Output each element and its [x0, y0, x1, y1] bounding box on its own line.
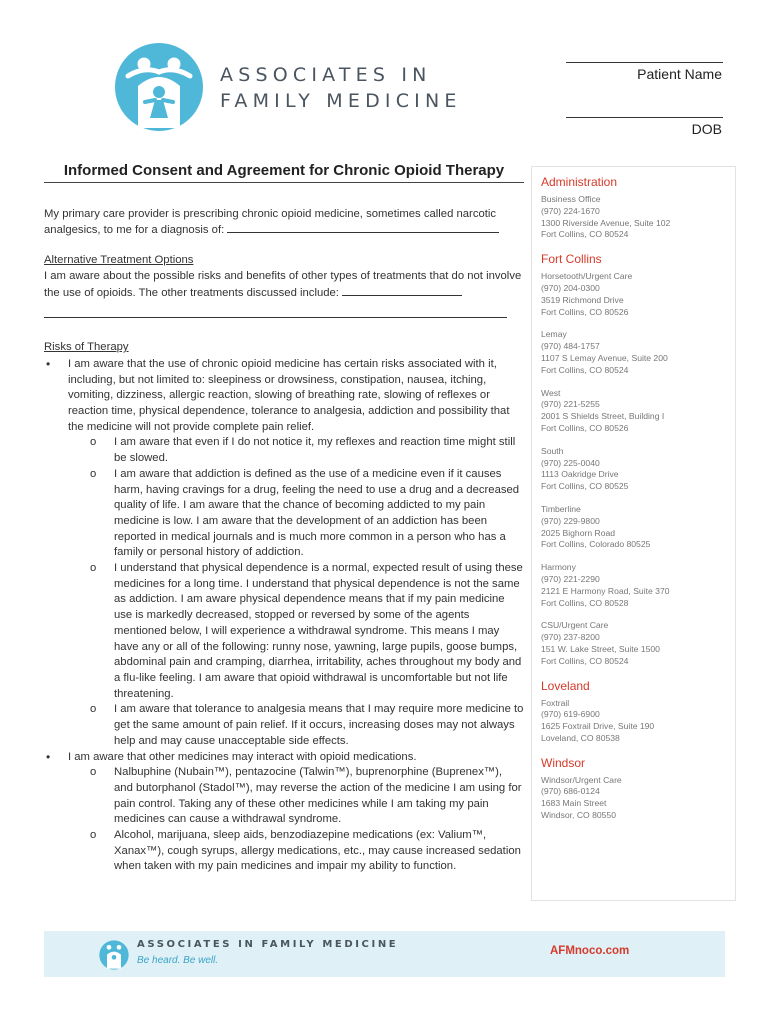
list-item [44, 750, 524, 876]
list-item: o I am aware that addiction is defined as the use of a medicine even if it causes harm, having cravings for a drug, feeling the need to use a drug and a decreased quality of life. I am aware that the chance of becoming addicted to my pain medicine is low. I am aware that the development of an addiction has been reported in medical journals and is much more common in a person who has a family or personal history of addiction. [90, 467, 524, 561]
alternative-treatment-text: I am aware about the possible risks and benefits of other types of treatments that do not involve the use of opioids. The other treatments discussed include: [44, 269, 522, 299]
family-logo-small-icon [99, 940, 129, 970]
list-item: o I am aware that tolerance to analgesia means that I may require more medicine to get the same amount of pain relief. If it occurs, increasing doses may not always help and may cause unacceptable side effects. [90, 702, 524, 749]
list-item [44, 357, 524, 750]
dob-label: DOB [691, 121, 722, 137]
office-line: 151 W. Lake Street, Suite 1500 [541, 643, 660, 654]
office-line: (970) 619-6900 [541, 709, 600, 720]
office-block [541, 388, 726, 435]
footer-practice-name: ASSOCIATES IN FAMILY MEDICINE [137, 939, 399, 950]
footer-tagline: Be heard. Be well. [137, 955, 219, 966]
office-line: (970) 221-2290 [541, 573, 600, 584]
footer-website-link[interactable]: AFMnoco.com [550, 945, 630, 957]
office-line: Timberline [541, 503, 581, 514]
footer-banner [44, 931, 725, 977]
office-line: (970) 686-0124 [541, 786, 600, 797]
office-line: Foxtrail [541, 697, 570, 708]
alternative-treatment-section [44, 253, 524, 318]
patient-name-label: Patient Name [637, 66, 722, 82]
office-line: 1625 Foxtrail Drive, Suite 190 [541, 721, 655, 732]
office-line: (970) 237-8200 [541, 632, 600, 643]
office-line: 1300 Riverside Avenue, Suite 102 [541, 217, 671, 228]
office-line: (970) 224-1670 [541, 205, 600, 216]
risks-section [44, 340, 524, 875]
diagnosis-blank[interactable] [227, 222, 499, 233]
office-line: 2121 E Harmony Road, Suite 370 [541, 585, 670, 596]
office-block [541, 620, 726, 667]
list-item: o Alcohol, marijuana, sleep aids, benzodiazepine medications (ex: Valium™, Xanax™), cough syrups, allergy medications, etc., may cause increased sedation when taken with my pain medicines and impair my ability to function. [90, 828, 524, 875]
office-line: Fort Collins, CO 80526 [541, 306, 629, 317]
office-block [541, 329, 726, 376]
alternative-treatment-heading: Alternative Treatment Options [44, 254, 194, 267]
office-line: Fort Collins, CO 80525 [541, 481, 629, 492]
office-block [541, 271, 726, 318]
intro-paragraph [44, 207, 524, 239]
office-block [541, 446, 726, 493]
office-line: Loveland, CO 80538 [541, 732, 620, 743]
locations-sidebar [531, 166, 736, 901]
list-item: o I understand that physical dependence is a normal, expected result of using these medicines for a long time. I understand that physical dependence is not the same as addiction. I am aware physical dependence means that if my pain medicine use is markedly decreased, stopped or reversed by some of the agents mentioned below, I will experience a withdrawal syndrome. This means I may have any or all of the following: runny nose, yawning, large pupils, goose bumps, abdominal pain and cramping, diarrhea, irritability, aches throughout my body and a flu-like feeling. I am aware that opioid withdrawal is uncomfortable but not life threatening. [90, 561, 524, 702]
office-line: Fort Collins, CO 80526 [541, 422, 629, 433]
office-line: South [541, 445, 564, 456]
office-line: Fort Collins, CO 80524 [541, 655, 629, 666]
office-line: Fort Collins, CO 80528 [541, 597, 629, 608]
office-line: 1107 S Lemay Avenue, Suite 200 [541, 352, 668, 363]
region-fort-collins: Fort Collins [541, 252, 602, 267]
office-line: Fort Collins, Colorado 80525 [541, 539, 651, 550]
office-line: (970) 484-1757 [541, 341, 600, 352]
office-line: Lemay [541, 329, 567, 340]
practice-name-line2: FAMILY MEDICINE [220, 90, 462, 112]
office-line: 1683 Main Street [541, 798, 607, 809]
risks-heading: Risks of Therapy [44, 341, 129, 354]
practice-name [220, 62, 462, 114]
risk-sublist [90, 765, 524, 875]
office-line: Fort Collins, CO 80524 [541, 364, 629, 375]
office-line: (970) 204-0300 [541, 282, 600, 293]
document-title: Informed Consent and Agreement for Chronic Opioid Therapy [44, 163, 524, 183]
office-block [541, 775, 726, 822]
list-item: o I am aware that even if I do not notice it, my reflexes and reaction time might still be slowed. [90, 435, 524, 466]
office-line: 1113 Oakridge Drive [541, 469, 619, 480]
office-line: Horsetooth/Urgent Care [541, 271, 633, 282]
office-line: (970) 225-0040 [541, 457, 600, 468]
office-block [541, 698, 726, 745]
office-line: West [541, 387, 561, 398]
office-line: (970) 229-9800 [541, 515, 600, 526]
practice-name-line1: ASSOCIATES IN [220, 64, 432, 86]
office-line: Windsor/Urgent Care [541, 774, 622, 785]
consent-body [44, 163, 524, 875]
office-line: 3519 Richmond Drive [541, 294, 624, 305]
patient-name-line[interactable] [566, 62, 723, 63]
risk-sublist [90, 435, 524, 749]
list-item: o Nalbuphine (Nubain™), pentazocine (Talwin™), buprenorphine (Buprenex™), and butorphanol (Stadol™), may reverse the action of the medicine I am using for pain control. Taking any of these other medicines while I am taking my pain medicines can cause a withdrawal syndrome. [90, 765, 524, 828]
office-line: Harmony [541, 562, 576, 573]
office-line: 2025 Bighorn Road [541, 527, 616, 538]
other-treatments-blank[interactable] [342, 285, 462, 296]
dob-line[interactable] [566, 117, 723, 118]
risks-list [44, 357, 524, 875]
office-line: Business Office [541, 194, 601, 204]
family-logo-icon [114, 42, 204, 132]
risk-text: I am aware that other medicines may interact with opioid medications. [68, 750, 417, 763]
risk-text: I am aware that the use of chronic opioid medicine has certain risks associated with it, including, but not limited to: sleepiness or drowsiness, constipation, nausea, itching, vomiting, dizziness, allergic reaction, slowing of breathing rate, slowing of reflexes or reaction time, physical dependence, tolerance to analgesia, addiction and possibility that the medicine will not provide complete pain relief. [68, 357, 510, 433]
intro-text: My primary care provider is prescribing chronic opioid medicine, sometimes called narcotic analgesics, to me for a diagnosis of: [44, 207, 497, 237]
region-windsor: Windsor [541, 755, 586, 770]
region-administration: Administration [541, 175, 618, 189]
office-block [541, 194, 726, 241]
office-line: 2001 S Shields Street, Building I [541, 411, 665, 422]
office-line: Fort Collins, CO 80524 [541, 229, 629, 240]
other-treatments-blank-2[interactable] [44, 307, 507, 318]
office-line: (970) 221-5255 [541, 399, 600, 410]
office-block [541, 504, 726, 551]
office-line: CSU/Urgent Care [541, 620, 609, 631]
office-line: Windsor, CO 80550 [541, 810, 616, 821]
office-block [541, 562, 726, 609]
region-loveland: Loveland [541, 678, 590, 693]
